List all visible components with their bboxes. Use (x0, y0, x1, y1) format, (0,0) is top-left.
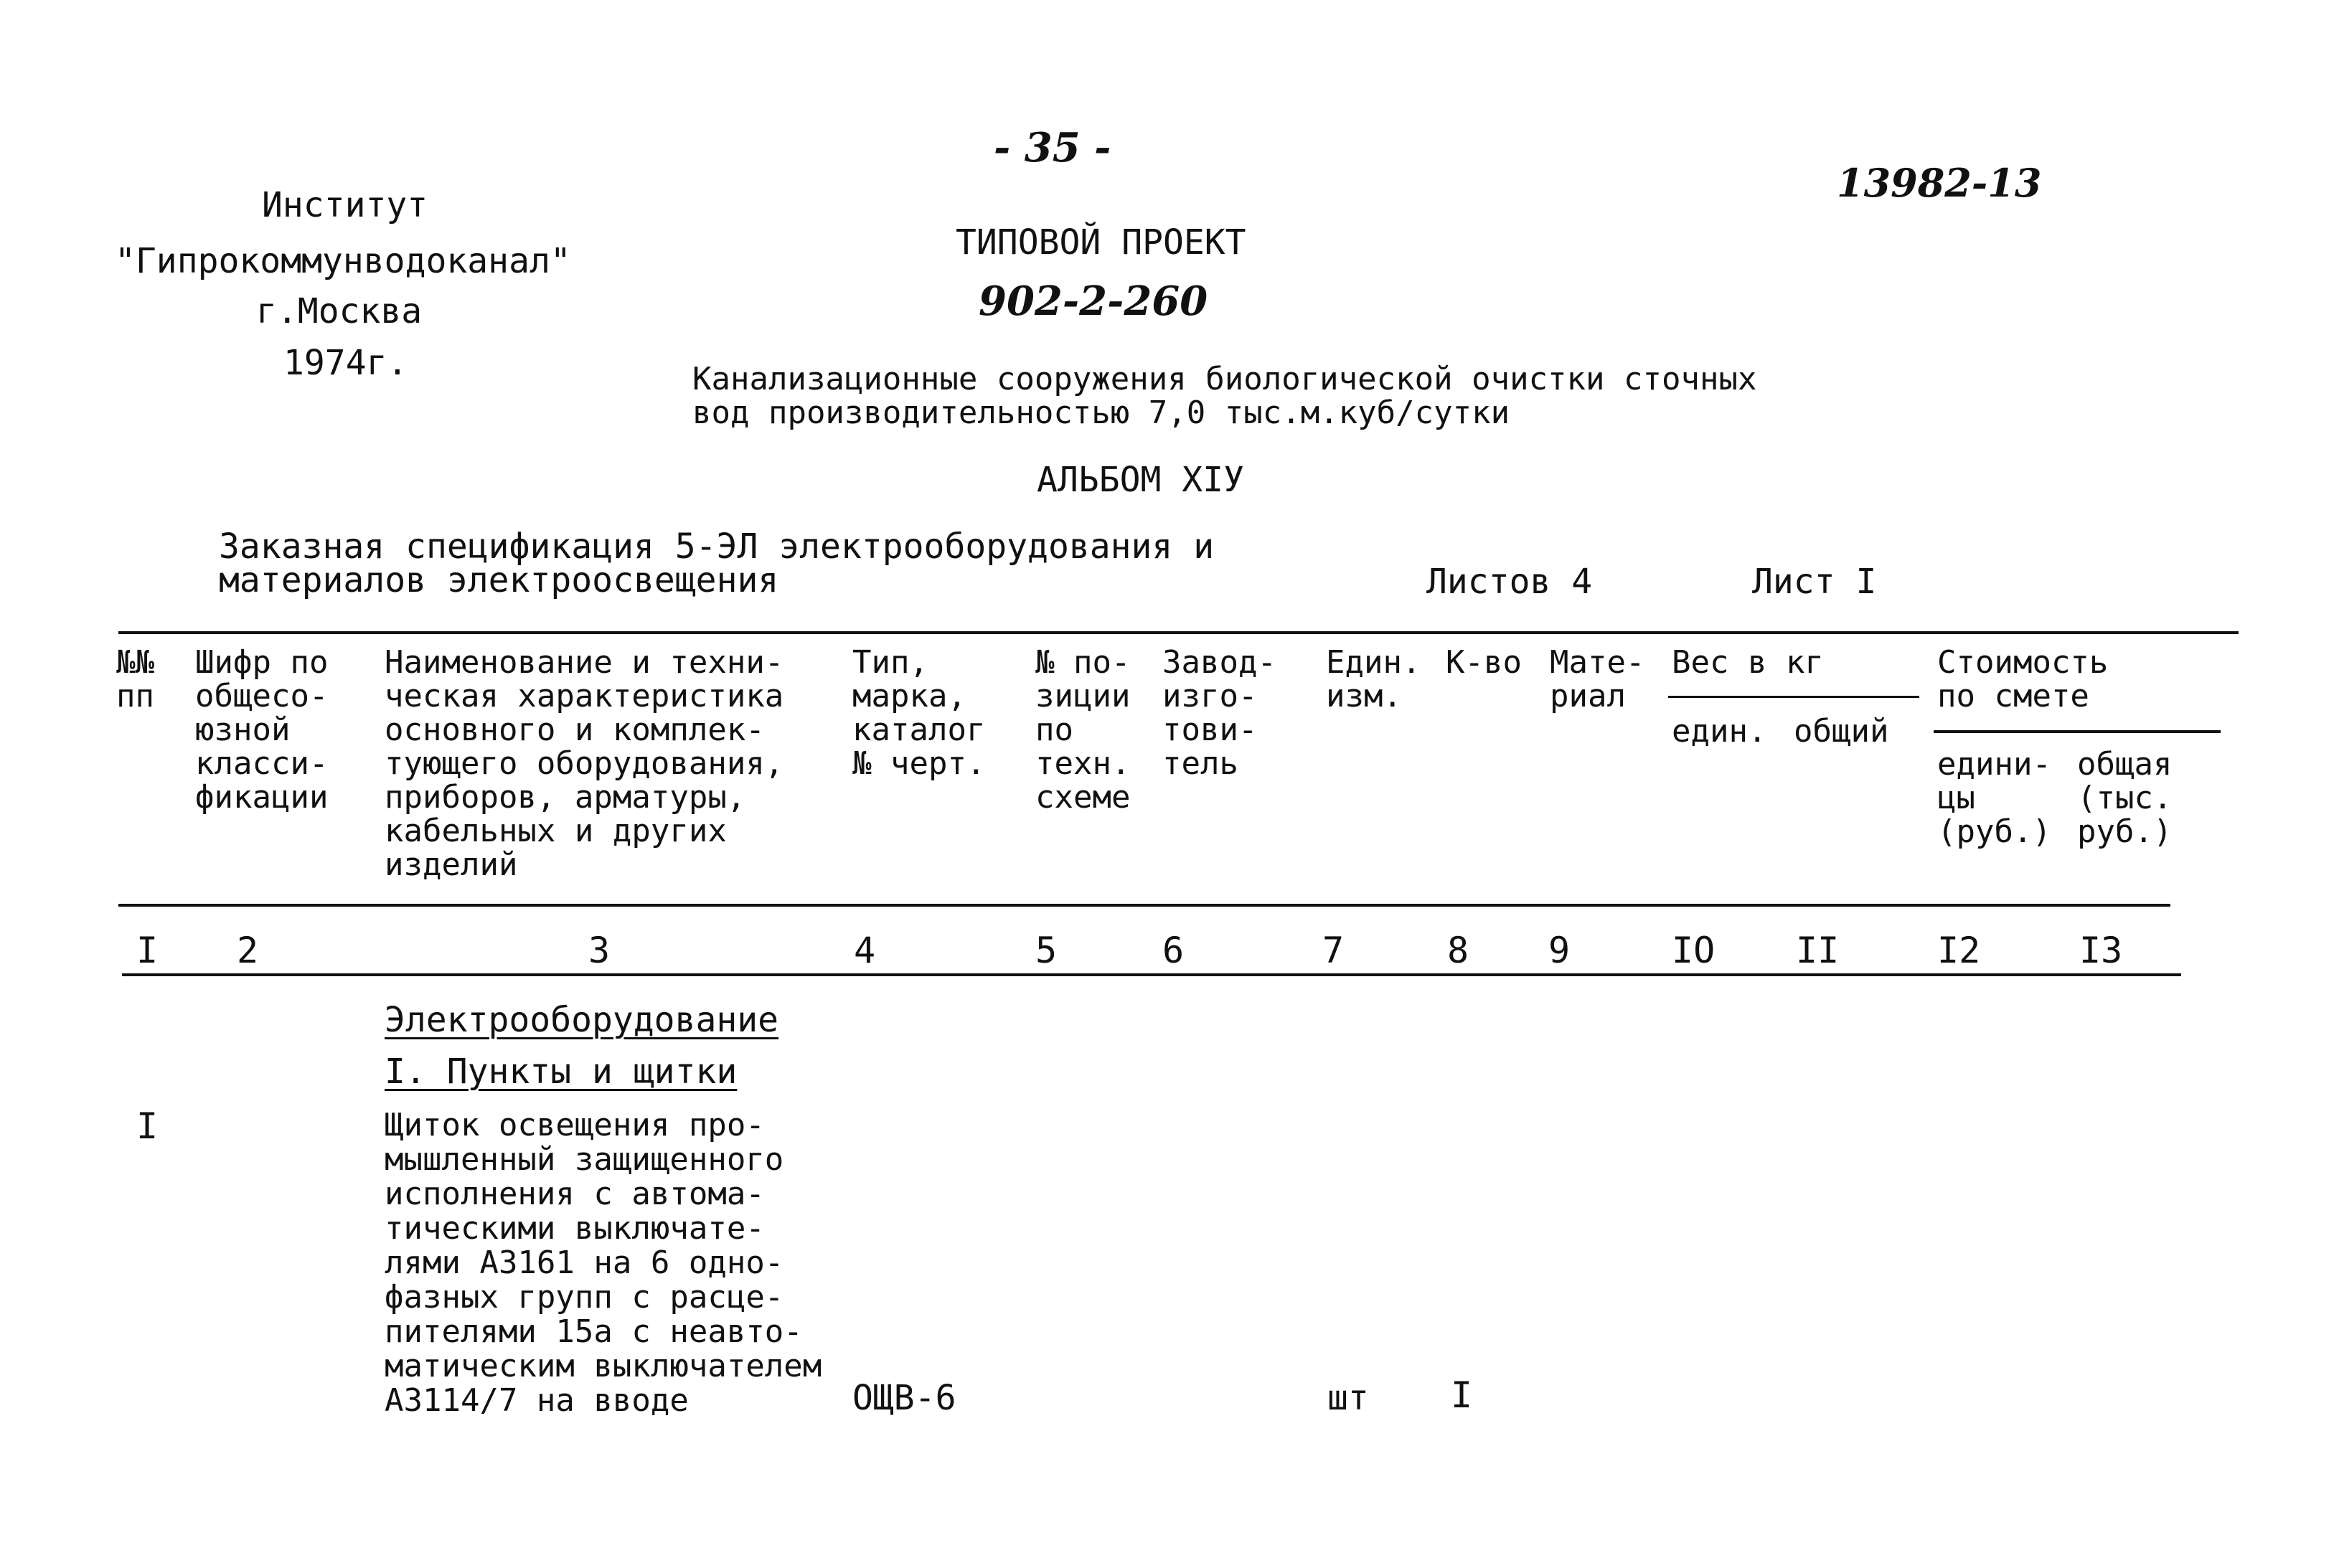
project-number: 902-2-260 (979, 278, 1208, 325)
header-cost-group: Стоимость по смете (1937, 644, 2109, 714)
header-col5: № по- зиции по техн. схеме (1035, 644, 1131, 816)
column-number: I (136, 930, 159, 971)
header-cost-unit: едини- цы (руб.) (1937, 746, 2051, 850)
row-unit: шт (1327, 1378, 1369, 1418)
section-title: Электрооборудование (385, 1000, 779, 1040)
spec-title-line-2: материалов электроосвещения (219, 560, 779, 600)
column-number: 8 (1447, 930, 1469, 971)
sheet-number: Лист I (1752, 562, 1877, 602)
project-description-line-1: Канализационные сооружения биологической очистки сточных (692, 361, 1757, 397)
project-title: ТИПОВОЙ ПРОЕКТ (956, 222, 1246, 263)
column-numbers-rule (122, 973, 2181, 976)
table-top-rule (118, 631, 2239, 634)
column-number: 2 (237, 930, 259, 971)
cost-group-rule (1934, 730, 2221, 733)
header-col9: Мате- риал (1550, 644, 1645, 714)
header-col7: Един. изм. (1326, 644, 1421, 714)
header-col8: К-во (1446, 644, 1522, 681)
column-number: 4 (854, 930, 876, 971)
subsection-title-text: I. Пункты и щитки (385, 1052, 738, 1092)
album-title: АЛЬБОМ XIУ (1037, 460, 1244, 500)
institute-line-2: "Гипрокоммунводоканал" (115, 241, 571, 281)
institute-line-3: г.Москва (256, 291, 423, 331)
sheets-total: Листов 4 (1426, 562, 1593, 602)
header-weight-total: общий (1794, 713, 1889, 750)
column-number: IO (1672, 930, 1716, 971)
column-number: I2 (1937, 930, 1981, 971)
row-item-name: Щиток освещения про- мышленный защищенного исполнения с автома- тическими выключате- лями А3161 на 6 одно- фазных групп с расце- пителями 15а с неавто- матическим выключателем А3114/7 на вводе (385, 1107, 822, 1419)
header-col1: №№ пп (116, 644, 154, 714)
header-col3: Наименование и техни- ческая характеристика основного и комплек- тующего оборудования, приборов, арматуры, кабельных и других изделий (385, 644, 784, 883)
row-quantity: I (1451, 1374, 1473, 1416)
header-col4: Тип, марка, каталог № черт. (852, 644, 986, 782)
header-weight-unit: един. (1672, 713, 1767, 750)
institute-line-4: 1974г. (283, 343, 408, 383)
column-number: I3 (2079, 930, 2123, 971)
subsection-title (385, 1052, 738, 1092)
institute-line-1: Институт (262, 185, 428, 225)
row-number: I (136, 1105, 159, 1147)
header-bottom-rule (118, 904, 2170, 907)
spec-title-line-1: Заказная спецификация 5-ЭЛ электрооборудования и (219, 526, 1215, 567)
header-col2: Шифр по общесо- юзной класси- фикации (195, 644, 329, 816)
document-code: 13982-13 (1837, 160, 2042, 206)
column-number: 7 (1322, 930, 1345, 971)
row-type: ОЩВ-6 (852, 1378, 956, 1418)
project-description-line-2: вод производительностью 7,0 тыс.м.куб/сутки (692, 395, 1510, 431)
page-number: - 35 - (994, 124, 1111, 171)
column-number: 6 (1162, 930, 1185, 971)
column-number: 5 (1035, 930, 1058, 971)
column-number: II (1796, 930, 1840, 971)
weight-group-rule (1668, 696, 1919, 698)
column-number: 9 (1548, 930, 1571, 971)
header-weight-group: Вес в кг (1672, 644, 1824, 681)
header-col6: Завод- изго- тови- тель (1162, 644, 1276, 782)
header-cost-total: общая (тыс. руб.) (2077, 746, 2173, 850)
column-number: 3 (588, 930, 611, 971)
